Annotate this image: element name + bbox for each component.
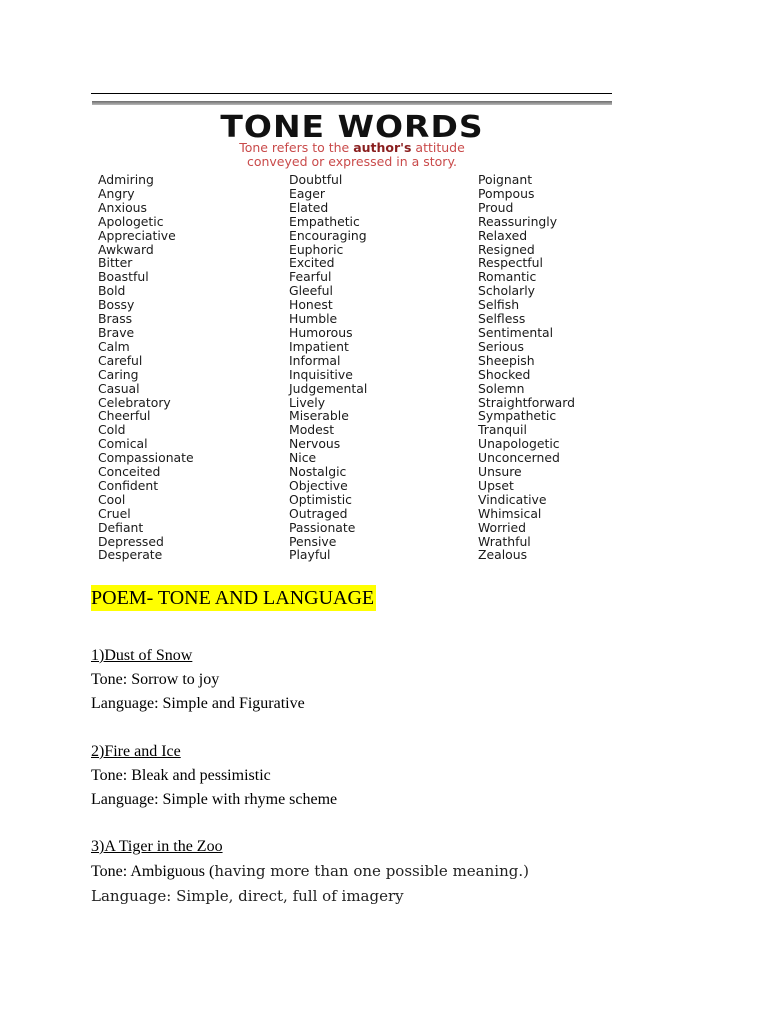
- tone-word: Casual: [98, 380, 140, 396]
- poem-tone: [91, 859, 529, 884]
- tone-word: Upset: [478, 477, 514, 493]
- tone-word: Relaxed: [478, 227, 528, 243]
- tone-word: Pensive: [289, 533, 337, 549]
- tone-word: Apologetic: [98, 213, 164, 229]
- tone-word: Selfless: [478, 311, 526, 327]
- tone-word: Nostalgic: [289, 464, 347, 480]
- tone-word: Whimsical: [478, 505, 542, 521]
- tone-word: Playful: [289, 547, 331, 563]
- tone-words-title: TONE WORDS: [220, 108, 484, 145]
- tone-word: Passionate: [289, 519, 356, 535]
- tone-word: Shocked: [478, 366, 531, 382]
- tone-word: Proud: [478, 199, 514, 215]
- tone-word: Excited: [289, 255, 335, 271]
- tone-word: Sheepish: [478, 352, 535, 368]
- poem-entry: [91, 740, 337, 812]
- tone-word: Inquisitive: [289, 366, 353, 382]
- tone-words-image: [92, 99, 612, 571]
- tone-word: Anxious: [98, 199, 147, 215]
- poem-language: Language: Simple, direct, full of imagery: [91, 887, 404, 905]
- tone-word: Miserable: [289, 408, 349, 424]
- tone-word: Bold: [98, 283, 126, 299]
- tone-word: Fearful: [289, 269, 332, 285]
- tone-word: Euphoric: [289, 241, 344, 257]
- tone-word: Cheerful: [98, 408, 151, 424]
- tone-word: Pompous: [478, 185, 535, 201]
- tone-word: Doubtful: [289, 172, 343, 187]
- tone-word: Worried: [478, 519, 527, 535]
- tone-word: Objective: [289, 477, 348, 493]
- tone-word: Impatient: [289, 338, 349, 354]
- tone-word: Scholarly: [478, 283, 536, 299]
- tone-word: Humorous: [289, 324, 353, 340]
- tone-word: Reassuringly: [478, 213, 558, 229]
- tone-word: Cold: [98, 422, 126, 438]
- poem-tone: Tone: Sorrow to joy: [91, 671, 220, 688]
- tone-word: Elated: [289, 199, 329, 215]
- tone-word: Lively: [289, 394, 326, 410]
- tone-word: Brave: [98, 324, 135, 340]
- tone-word: Admiring: [98, 172, 154, 187]
- tone-words-subtitle-line-1: Tone refers to the author's attitude: [239, 140, 465, 155]
- tone-word: Desperate: [98, 547, 163, 563]
- tone-word: Careful: [98, 352, 143, 368]
- poem-title: 1)Dust of Snow: [91, 647, 193, 664]
- poem-title: 3)A Tiger in the Zoo: [91, 838, 223, 855]
- tone-words-column-1: [98, 173, 194, 562]
- tone-word: Cruel: [98, 505, 131, 521]
- top-horizontal-rule: [91, 93, 612, 94]
- tone-word: Tranquil: [478, 422, 527, 438]
- tone-word: Nice: [289, 450, 317, 466]
- tone-word: Boastful: [98, 269, 149, 285]
- tone-word: Honest: [289, 297, 333, 313]
- tone-word: Eager: [289, 185, 326, 201]
- poem-tone-main: Tone: Ambiguous (: [91, 863, 215, 880]
- tone-word: Caring: [98, 366, 139, 382]
- poem-language: Language: Simple with rhyme scheme: [91, 791, 338, 808]
- image-top-bar: [92, 101, 612, 105]
- poem-entry: [91, 835, 529, 908]
- tone-word: Selfish: [478, 297, 520, 313]
- tone-word: Unapologetic: [478, 436, 560, 452]
- tone-word: Unconcerned: [478, 450, 560, 466]
- tone-word: Celebratory: [98, 394, 171, 410]
- poem-title: 2)Fire and Ice: [91, 743, 181, 760]
- tone-word: Modest: [289, 422, 335, 438]
- tone-word: Calm: [98, 338, 130, 354]
- tone-word: Straightforward: [478, 394, 575, 410]
- section-heading: POEM- TONE AND LANGUAGE: [91, 587, 375, 609]
- poem-tone-note: having more than one possible meaning.): [214, 862, 529, 880]
- tone-word: Cool: [98, 491, 126, 507]
- tone-word: Judgemental: [289, 380, 368, 396]
- poem-tone: Tone: Bleak and pessimistic: [91, 767, 271, 784]
- tone-word: Outraged: [289, 505, 348, 521]
- tone-word: Zealous: [478, 547, 528, 563]
- tone-word: Depressed: [98, 533, 164, 549]
- tone-word: Gleeful: [289, 283, 333, 299]
- tone-word: Poignant: [478, 172, 533, 187]
- tone-word: Serious: [478, 338, 524, 354]
- tone-word: Nervous: [289, 436, 341, 452]
- poem-entry: [91, 644, 305, 716]
- tone-word: Optimistic: [289, 491, 352, 507]
- tone-word: Comical: [98, 436, 148, 452]
- tone-word: Angry: [98, 185, 135, 201]
- tone-word: Awkward: [98, 241, 154, 257]
- tone-word: Compassionate: [98, 450, 194, 466]
- tone-word: Empathetic: [289, 213, 360, 229]
- tone-word: Bossy: [98, 297, 135, 313]
- tone-word: Humble: [289, 311, 338, 327]
- tone-word: Sympathetic: [478, 408, 557, 424]
- tone-word: Defiant: [98, 519, 144, 535]
- tone-word: Unsure: [478, 464, 522, 480]
- tone-word: Brass: [98, 311, 133, 327]
- tone-word: Informal: [289, 352, 341, 368]
- tone-words-column-2: [289, 173, 367, 562]
- tone-word: Encouraging: [289, 227, 367, 243]
- tone-word: Appreciative: [98, 227, 176, 243]
- tone-word: Conceited: [98, 464, 161, 480]
- tone-word: Romantic: [478, 269, 537, 285]
- tone-word: Wrathful: [478, 533, 531, 549]
- tone-words-column-3: [478, 173, 575, 562]
- tone-word: Sentimental: [478, 324, 554, 340]
- tone-word: Confident: [98, 477, 159, 493]
- tone-word: Bitter: [98, 255, 133, 271]
- poem-language: Language: Simple and Figurative: [91, 695, 305, 712]
- tone-word: Vindicative: [478, 491, 547, 507]
- tone-word: Respectful: [478, 255, 543, 271]
- tone-word: Solemn: [478, 380, 525, 396]
- tone-words-subtitle-line-2: conveyed or expressed in a story.: [246, 154, 458, 169]
- tone-word: Resigned: [478, 241, 535, 257]
